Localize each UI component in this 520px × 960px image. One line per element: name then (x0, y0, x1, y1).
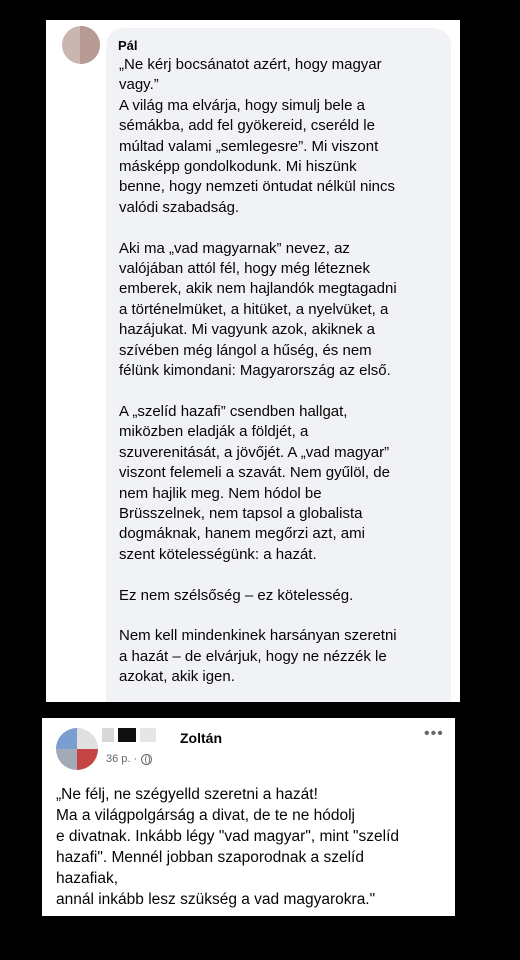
post-bubble (106, 28, 451, 702)
post-paragraph (119, 626, 449, 687)
comment-line: Ma a világpolgárság a divat, de te ne hódolj (56, 807, 356, 824)
comment-meta (106, 753, 152, 765)
redaction-block (118, 728, 136, 742)
post-panel (46, 20, 460, 702)
post-line: Aki ma „vad magyarnak” nevez, az (119, 239, 350, 257)
post-line: Ez nem szélsőség – ez kötelesség. (119, 586, 354, 604)
post-line: miközben eladják a földjét, a (119, 423, 309, 441)
avatar[interactable] (62, 26, 100, 64)
avatar[interactable] (56, 728, 98, 770)
post-line: A „szelíd hazafi” csendben hallgat, (119, 402, 348, 420)
post-line: múltad valami „semlegesre”. Mi viszont (119, 137, 379, 155)
post-text (119, 55, 449, 688)
post-line: emberek, akik nem hajlandók megtagadni (119, 280, 397, 298)
comment-panel (42, 718, 455, 916)
post-line: viszont felemeli a szavát. Nem gyűlöl, de (119, 464, 390, 482)
post-line: nem hajlik meg. Nem hódol be (119, 484, 322, 502)
post-line: benne, hogy nemzeti öntudat nélkül nincs (119, 178, 396, 196)
comment-line: hazafi". Mennél jobban szaporodnak a szelíd (56, 849, 364, 866)
post-paragraph (119, 55, 449, 218)
post-line: szent kötelességünk: a hazát. (119, 545, 317, 563)
comment-line: „Ne félj, ne szégyelld szeretni a hazát! (56, 786, 318, 803)
post-line: szívében még lángol a hűség, és nem (119, 341, 372, 359)
post-line: másképp gondolkodunk. Mi hiszünk (119, 158, 357, 176)
more-icon[interactable]: ••• (424, 725, 444, 742)
comment-time[interactable]: 36 p. · (106, 753, 138, 765)
post-line: szuverenitását, a jövőjét. A „vad magyar” (119, 443, 390, 461)
post-line: Nem kell mindenkinek harsányan szeretni (119, 627, 397, 645)
post-line: valódi szabadság. (119, 198, 240, 216)
post-line: valójában attól fél, hogy még léteznek (119, 260, 370, 278)
comment-line: e divatnak. Inkább légy "vad magyar", mint "szelíd (56, 828, 400, 845)
redaction-block (140, 728, 156, 742)
comment-line: hazafiak, (56, 870, 119, 887)
post-paragraph (119, 402, 449, 565)
post-line: félünk kimondani: Magyarország az első. (119, 362, 391, 380)
comment-text (56, 784, 446, 910)
post-line: sémákba, add fel gyökereid, cseréld le (119, 117, 375, 135)
post-line: hazájukat. Mi vagyunk azok, akiknek a (119, 321, 375, 339)
post-line: azokat, akik igen. (119, 668, 235, 686)
post-line: a hazát – de elvárjuk, hogy ne nézzék le (119, 647, 387, 665)
post-author[interactable]: Pál (118, 38, 138, 53)
post-line: A világ ma elvárja, hogy simulj bele a (119, 96, 365, 114)
redaction-block (102, 728, 114, 742)
post-line: a történelmüket, a hitüket, a nyelvüket, a (119, 300, 389, 318)
post-line: „Ne kérj bocsánatot azért, hogy magyar (119, 56, 382, 73)
post-line: dogmáknak, hanem megőrzi azt, ami (119, 525, 365, 543)
post-line: vagy.” (119, 76, 159, 94)
comment-line: annál inkább lesz szükség a vad magyarokra." (56, 891, 376, 908)
comment-author[interactable]: Zoltán (180, 730, 222, 746)
post-paragraph (119, 586, 449, 606)
post-paragraph (119, 239, 449, 382)
globe-icon (141, 754, 152, 765)
post-line: Brüsszelnek, nem tapsol a globalista (119, 504, 363, 522)
